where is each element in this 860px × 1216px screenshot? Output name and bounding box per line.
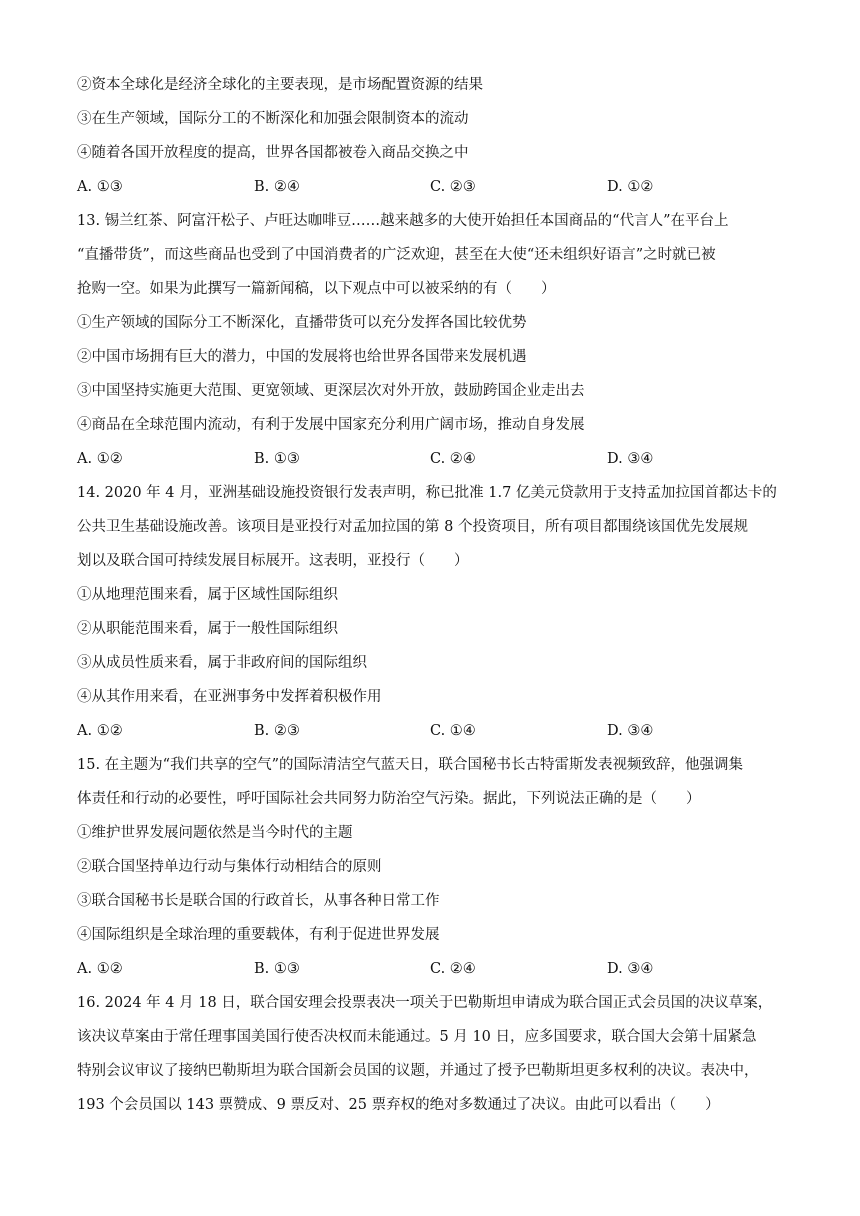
- q12-option-a: A. ①③: [77, 179, 123, 195]
- q14-choice-3: ③从成员性质来看，属于非政府间的国际组织: [77, 655, 367, 671]
- q16-stem-line-2: 该决议草案由于常任理事国美国行使否决权而未能通过。5 月 10 日，应多国要求，联合国大会第十届紧急: [77, 1029, 757, 1045]
- q12-options: [77, 177, 797, 197]
- q14-stem-line-2: 公共卫生基础设施改善。该项目是亚投行对孟加拉国的第 8 个投资项目，所有项目都围绕该国优先发展规: [77, 519, 748, 535]
- q16-stem-line-1: 16. 2024 年 4 月 18 日，联合国安理会投票表决一项关于巴勒斯坦申请成为联合国正式会员国的决议草案，: [77, 995, 773, 1011]
- q15-stem-line-2: 体责任和行动的必要性，呼吁国际社会共同努力防治空气污染。据此，下列说法正确的是（ ）: [77, 791, 701, 807]
- q16-stem-line-3: 特别会议审议了接纳巴勒斯坦为联合国新会员国的议题，并通过了授予巴勒斯坦更多权利的决议。表决中，: [77, 1063, 759, 1079]
- q14-option-b: B. ②③: [254, 723, 300, 739]
- q15-choice-4: ④国际组织是全球治理的重要载体，有利于促进世界发展: [77, 927, 440, 943]
- q15-stem-line-1: 15. 在主题为“我们共享的空气”的国际清洁空气蓝天日，联合国秘书长古特雷斯发表视频致辞，他强调集: [77, 757, 743, 773]
- q13-stem-line-1: 13. 锡兰红茶、阿富汗松子、卢旺达咖啡豆……越来越多的大使开始担任本国商品的“代言人”在平台上: [77, 213, 729, 229]
- q13-stem-line-3: 抢购一空。如果为此撰写一篇新闻稿，以下观点中可以被采纳的有（ ）: [77, 281, 556, 297]
- q14-stem-line-1: 14. 2020 年 4 月，亚洲基础设施投资银行发表声明，称已批准 1.7 亿美元贷款用于支持孟加拉国首都达卡的: [77, 485, 777, 501]
- q15-option-c: C. ②④: [430, 961, 476, 977]
- q14-option-c: C. ①④: [430, 723, 476, 739]
- q13-stem-line-2: “直播带货”，而这些商品也受到了中国消费者的广泛欢迎，甚至在大使“还未组织好语言”之时就已被: [77, 247, 716, 263]
- q13-choice-3: ③中国坚持实施更大范围、更宽领域、更深层次对外开放，鼓励跨国企业走出去: [77, 383, 585, 399]
- q12-choice-4: ④随着各国开放程度的提高，世界各国都被卷入商品交换之中: [77, 145, 469, 161]
- q13-option-c: C. ②④: [430, 451, 476, 467]
- q15-choice-3: ③联合国秘书长是联合国的行政首长，从事各种日常工作: [77, 893, 440, 909]
- q12-choice-3: ③在生产领域，国际分工的不断深化和加强会限制资本的流动: [77, 111, 469, 127]
- q14-option-d: D. ③④: [607, 723, 654, 739]
- q13-option-a: A. ①②: [77, 451, 123, 467]
- q12-choice-2: ②资本全球化是经济全球化的主要表现，是市场配置资源的结果: [77, 77, 483, 93]
- q15-option-b: B. ①③: [254, 961, 300, 977]
- q15-choice-1: ①维护世界发展问题依然是当今时代的主题: [77, 825, 353, 841]
- q12-option-c: C. ②③: [430, 179, 476, 195]
- q14-choice-2: ②从职能范围来看，属于一般性国际组织: [77, 621, 338, 637]
- q13-option-d: D. ③④: [607, 451, 654, 467]
- q14-options: [77, 721, 797, 741]
- q12-option-d: D. ①②: [607, 179, 654, 195]
- q15-option-a: A. ①②: [77, 961, 123, 977]
- q14-choice-1: ①从地理范围来看，属于区域性国际组织: [77, 587, 338, 603]
- q15-options: [77, 959, 797, 979]
- q15-option-d: D. ③④: [607, 961, 654, 977]
- q14-choice-4: ④从其作用来看，在亚洲事务中发挥着积极作用: [77, 689, 382, 705]
- q13-option-b: B. ①③: [254, 451, 300, 467]
- q13-choice-2: ②中国市场拥有巨大的潜力，中国的发展将也给世界各国带来发展机遇: [77, 349, 527, 365]
- q15-choice-2: ②联合国坚持单边行动与集体行动相结合的原则: [77, 859, 382, 875]
- q13-options: [77, 449, 797, 469]
- q14-stem-line-3: 划以及联合国可持续发展目标展开。这表明，亚投行（ ）: [77, 553, 469, 569]
- q13-choice-1: ①生产领域的国际分工不断深化，直播带货可以充分发挥各国比较优势: [77, 315, 527, 331]
- q16-stem-line-4: 193 个会员国以 143 票赞成、9 票反对、25 票弃权的绝对多数通过了决议。由此可以看出（ ）: [77, 1097, 720, 1113]
- q13-choice-4: ④商品在全球范围内流动，有利于发展中国家充分利用广阔市场，推动自身发展: [77, 417, 585, 433]
- q14-option-a: A. ①②: [77, 723, 123, 739]
- q12-option-b: B. ②④: [254, 179, 300, 195]
